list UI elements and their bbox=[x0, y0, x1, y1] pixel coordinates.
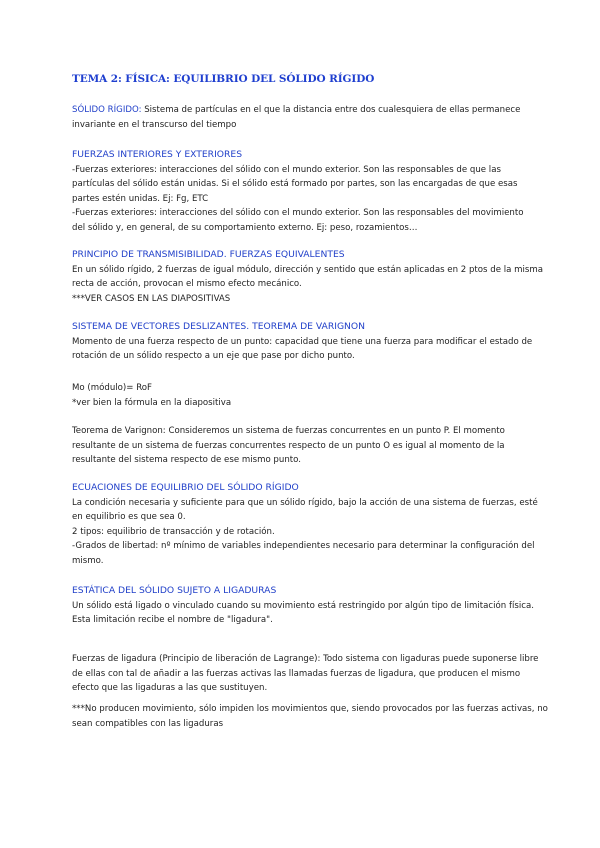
transmisibilidad-heading: PRINCIPIO DE TRANSMISIBILIDAD. FUERZAS EQUIVALENTES bbox=[72, 249, 345, 260]
transmisibilidad-line: ***VER CASOS EN LAS DIAPOSITIVAS bbox=[72, 293, 231, 304]
ligaduras-heading: ESTÁTICA DEL SÓLIDO SUJETO A LIGADURAS bbox=[72, 585, 277, 596]
fuerzas-line: -Fuerzas exteriores: interacciones del sólido con el mundo exterior. Son las responsables de que las bbox=[72, 164, 501, 175]
ecuaciones-line: 2 tipos: equilibrio de transacción y de rotación. bbox=[72, 526, 275, 537]
ecuaciones-line: -Grados de libertad: nº mínimo de variables independientes necesario para determinar la configuración del bbox=[72, 541, 535, 551]
ecuaciones-line: La condición necesaria y suficiente para que un sólido rígido, bajo la acción de una sistema de fuerzas, esté bbox=[72, 497, 538, 508]
ecuaciones-heading: ECUACIONES DE EQUILIBRIO DEL SÓLIDO RÍGIDO bbox=[72, 482, 299, 493]
intro-definition: Sistema de partículas en el que la distancia entre dos cualesquiera de ellas permanece bbox=[141, 105, 521, 115]
varignon-section bbox=[72, 320, 532, 364]
formula-note: *ver bien la fórmula en la diapositiva bbox=[72, 397, 232, 408]
theorem-line: resultante del sistema respecto de ese mismo punto. bbox=[72, 455, 301, 465]
fuerzas-line: partículas del sólido están unidas. Si el sólido está formado por partes, son las encargadas de que esas bbox=[72, 179, 518, 189]
varignon-line: Momento de una fuerza respecto de un punto: capacidad que tiene una fuerza para modificar el estado de bbox=[72, 336, 533, 347]
theorem-line: resultante de un sistema de fuerzas concurrentes respecto de un punto O es igual al momento de la bbox=[72, 440, 505, 451]
intro-line-1 bbox=[72, 103, 532, 118]
ecuaciones-line: en equilibrio es que sea 0. bbox=[72, 512, 186, 522]
lagrange-line: efecto que las ligaduras a las que sustituyen. bbox=[72, 683, 268, 693]
ecuaciones-section bbox=[72, 481, 538, 568]
page-title: TEMA 2: FÍSICA: EQUILIBRIO DEL SÓLIDO RÍGIDO bbox=[72, 73, 375, 85]
fuerzas-heading: FUERZAS INTERIORES Y EXTERIORES bbox=[72, 149, 243, 160]
fuerzas-line: del sólido y, en general, de su comportamiento externo. Ej: peso, rozamientos… bbox=[72, 222, 418, 233]
fuerzas-line: partes estén unidas. Ej: Fg, ETC bbox=[72, 193, 209, 204]
varignon-heading: SISTEMA DE VECTORES DESLIZANTES. TEOREMA DE VARIGNON bbox=[72, 321, 366, 332]
transmisibilidad-line: En un sólido rígido, 2 fuerzas de igual módulo, dirección y sentido que están aplicadas en 2 ptos de la misma bbox=[72, 264, 543, 275]
formula-section bbox=[72, 381, 532, 410]
varignon-theorem bbox=[72, 424, 532, 468]
intro-term: SÓLIDO RÍGIDO: bbox=[72, 105, 142, 115]
ligaduras-note bbox=[72, 702, 548, 731]
fuerzas-section bbox=[72, 148, 532, 235]
lagrange-line: de ellas con tal de añadir a las fuerzas activas las llamadas fuerzas de ligadura, que producen el mismo bbox=[72, 668, 521, 679]
lagrange-section bbox=[72, 652, 539, 696]
ligaduras-line: Un sólido está ligado o vinculado cuando su movimiento está restringido por algún tipo de limitación física. bbox=[72, 600, 534, 611]
formula-line: Mo (módulo)= RoF bbox=[72, 383, 153, 393]
ligaduras-line: Esta limitación recibe el nombre de "ligadura". bbox=[72, 615, 273, 625]
fuerzas-line: -Fuerzas exteriores: interacciones del sólido con el mundo exterior. Son las responsables del movimiento bbox=[72, 208, 524, 218]
note-line: sean compatibles con las ligaduras bbox=[72, 718, 224, 729]
lagrange-line: Fuerzas de ligadura (Principio de liberación de Lagrange): Todo sistema con ligaduras puede suponerse libre bbox=[72, 654, 539, 664]
note-line: ***No producen movimiento, sólo impiden los movimientos que, siendo provocados por las fuerzas activas, no bbox=[72, 704, 548, 714]
ligaduras-section bbox=[72, 584, 532, 628]
theorem-line: Teorema de Varignon: Consideremos un sistema de fuerzas concurrentes en un punto P. El momento bbox=[72, 426, 505, 436]
transmisibilidad-line: recta de acción, provocan el mismo efecto mecánico. bbox=[72, 279, 302, 289]
ecuaciones-line: mismo. bbox=[72, 555, 104, 566]
intro-line-2: invariante en el transcurso del tiempo bbox=[72, 119, 237, 130]
intro-section bbox=[72, 103, 532, 132]
transmisibilidad-section bbox=[72, 248, 543, 306]
varignon-line: rotación de un sólido respecto a un eje que pase por dicho punto. bbox=[72, 351, 355, 361]
